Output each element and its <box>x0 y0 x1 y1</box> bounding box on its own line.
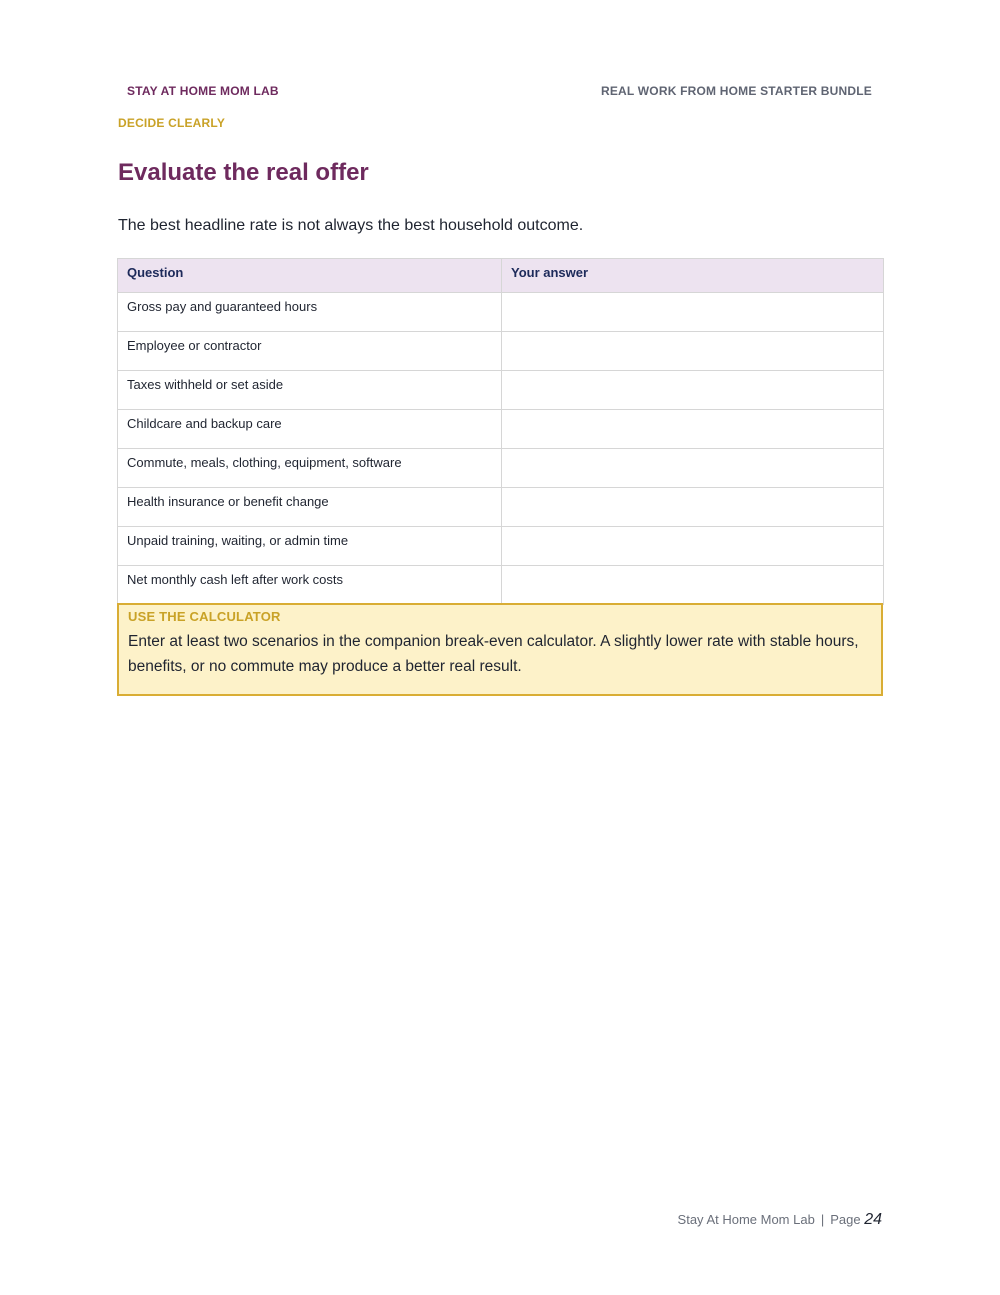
table-row <box>118 449 884 488</box>
footer-page-label: Page <box>830 1212 861 1227</box>
answer-cell[interactable] <box>502 293 884 332</box>
page-number: 24 <box>864 1211 882 1228</box>
answer-cell[interactable] <box>502 332 884 371</box>
footer-brand: Stay At Home Mom Lab <box>677 1212 815 1227</box>
question-cell: Employee or contractor <box>118 332 502 371</box>
question-cell: Health insurance or benefit change <box>118 488 502 527</box>
footer-separator: | <box>820 1212 825 1227</box>
answer-cell[interactable] <box>502 566 884 605</box>
table-row <box>118 566 884 605</box>
answer-cell[interactable] <box>502 449 884 488</box>
question-cell: Unpaid training, waiting, or admin time <box>118 527 502 566</box>
table-header-row <box>118 259 884 293</box>
table-row <box>118 527 884 566</box>
answer-cell[interactable] <box>502 527 884 566</box>
table-row <box>118 332 884 371</box>
answer-cell[interactable] <box>502 371 884 410</box>
table-row <box>118 371 884 410</box>
calculator-callout <box>117 603 883 696</box>
intro-text: The best headline rate is not always the best household outcome. <box>118 217 584 234</box>
callout-label: USE THE CALCULATOR <box>128 609 281 624</box>
question-cell: Gross pay and guaranteed hours <box>118 293 502 332</box>
header-brand: STAY AT HOME MOM LAB <box>127 84 279 98</box>
table-row <box>118 293 884 332</box>
table-row <box>118 410 884 449</box>
answer-cell[interactable] <box>502 410 884 449</box>
header-bundle-title: REAL WORK FROM HOME STARTER BUNDLE <box>600 84 872 98</box>
table-row <box>118 488 884 527</box>
question-cell: Commute, meals, clothing, equipment, software <box>118 449 502 488</box>
column-header-question: Question <box>118 259 502 293</box>
question-cell: Childcare and backup care <box>118 410 502 449</box>
offer-evaluation-table <box>117 258 884 605</box>
page-footer <box>678 1211 882 1229</box>
question-cell: Net monthly cash left after work costs <box>118 566 502 605</box>
callout-body: Enter at least two scenarios in the companion break-even calculator. A slightly lower rate with stable hours, benefits, or no commute may produce a better real result. <box>128 633 859 675</box>
column-header-answer: Your answer <box>502 259 884 293</box>
page-title: Evaluate the real offer <box>118 159 369 186</box>
section-eyebrow: DECIDE CLEARLY <box>118 116 226 130</box>
answer-cell[interactable] <box>502 488 884 527</box>
question-cell: Taxes withheld or set aside <box>118 371 502 410</box>
